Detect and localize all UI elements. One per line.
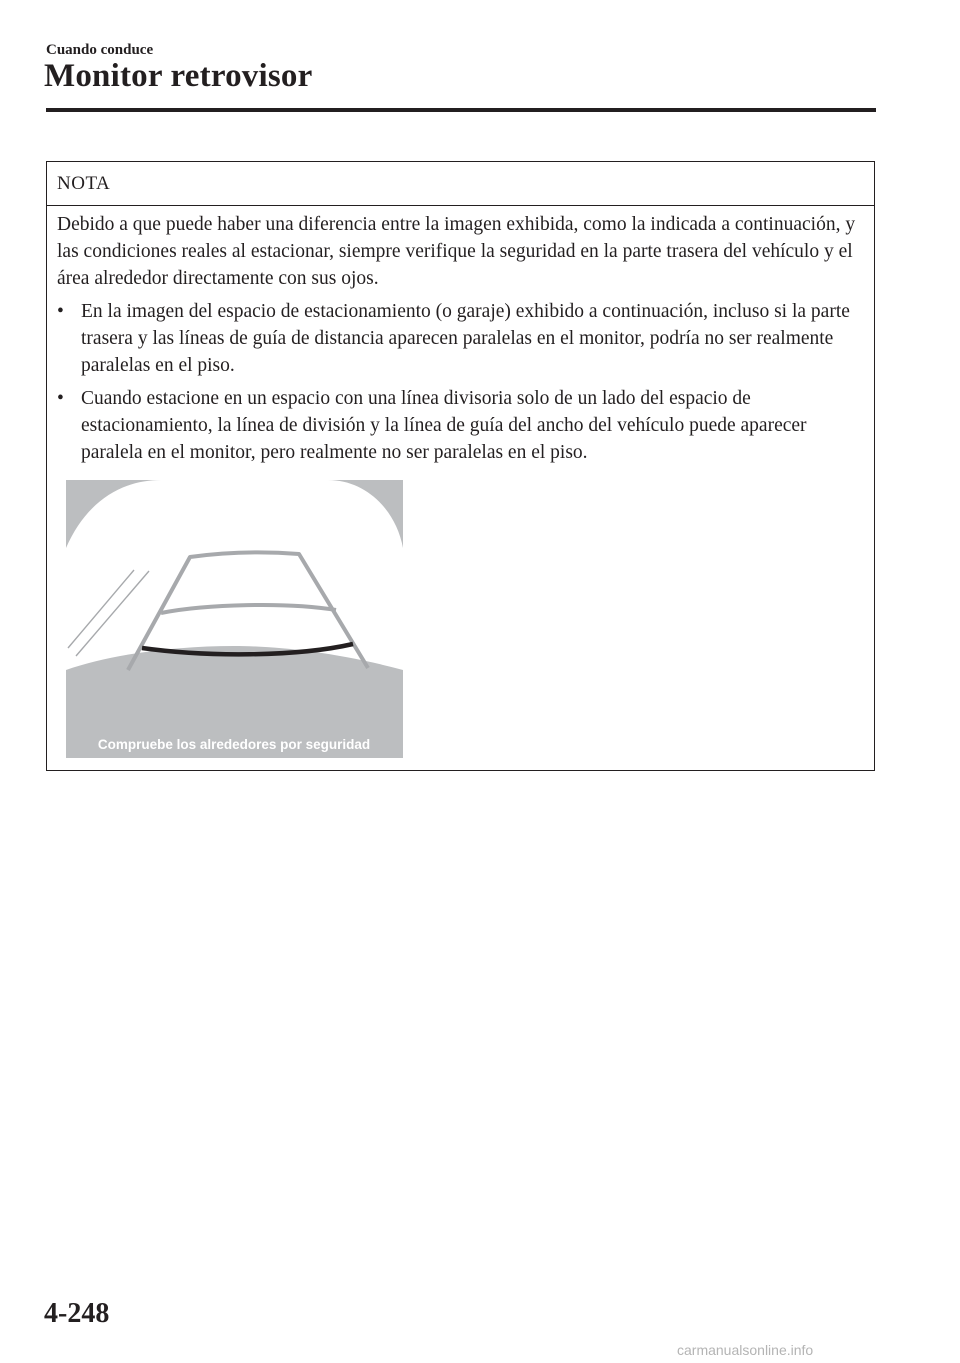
note-box [46, 161, 875, 771]
figure-caption: Compruebe los alrededores por seguridad [97, 737, 371, 752]
bullet-dot-icon: • [57, 301, 64, 322]
note-body [47, 206, 874, 466]
rear-camera-figure [66, 480, 403, 758]
page-number: 4-248 [44, 1298, 110, 1329]
rear-camera-screen-illustration [66, 480, 403, 758]
watermark: carmanualsonline.info [677, 1342, 814, 1358]
list-item [57, 385, 862, 466]
note-intro: Debido a que puede haber una diferencia entre la imagen exhibida, como la indicada a continuación, y las condiciones reales al estacionar, siempre verifique la seguridad en la parte trasera del vehículo y el área alrededor directamente con sus ojos. [57, 214, 856, 289]
list-item [57, 298, 862, 379]
note-heading: NOTA [47, 162, 874, 206]
bullet-text: En la imagen del espacio de estacionamiento (o garaje) exhibido a continuación, incluso si la parte trasera y las líneas de guía de distancia aparecen paralelas en el monitor, podría no ser realmente paralelas en el piso. [81, 301, 850, 376]
bullet-dot-icon: • [57, 388, 64, 409]
note-bullet-list [57, 298, 862, 466]
title-rule [46, 108, 876, 112]
page-title: Monitor retrovisor [44, 58, 313, 94]
bullet-text: Cuando estacione en un espacio con una línea divisoria solo de un lado del espacio de estacionamiento, la línea de división y la línea de guía del ancho del vehículo puede aparecer paralela en el monitor, pero realmente no ser paralelas en el piso. [81, 388, 807, 463]
section-label: Cuando conduce [46, 42, 154, 58]
